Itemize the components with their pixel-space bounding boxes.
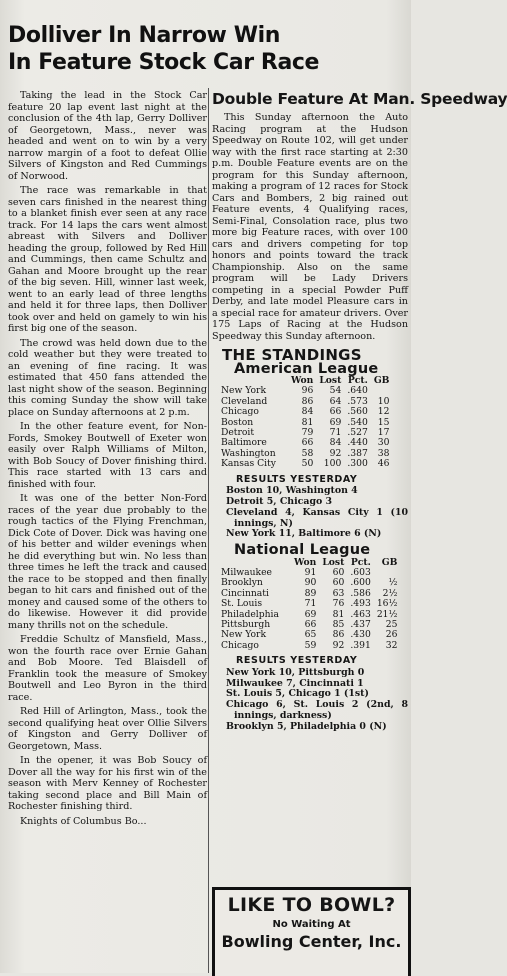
standings-cell: 85 [332,619,345,631]
standings-cell: 38 [377,447,390,459]
standings-cell: Cleveland [221,395,268,407]
standings-cell: Boston [221,416,254,428]
standings-cell: 79 [301,427,314,439]
ad-business-name: Bowling Center, Inc. [221,932,402,951]
standings-cell: 90 [304,577,317,589]
standings-title: THE STANDINGS [222,346,362,364]
standings-cell: 46 [377,458,390,470]
standings-cell: 15 [377,416,390,428]
american-league-table [218,376,392,470]
column-rule [208,88,209,973]
headline-line-1: Dolliver In Narrow Win [8,23,281,48]
standings-cell: 86 [332,629,345,641]
standings-cell: 60 [332,567,345,579]
standings-cell: .600 [350,577,371,589]
standings-cell: 59 [304,639,317,651]
standings-cell: Milwaukee [221,567,272,579]
standings-cell: ½ [388,577,398,589]
standings-row [218,641,400,651]
standings-cell: 54 [329,385,342,397]
standings-header-cell: Pct. [347,375,368,386]
standings-cell: 32 [385,639,398,651]
standings-cell: .463 [350,608,371,620]
standings-cell: Detroit [221,427,255,439]
article-paragraph: It was one of the better Non-Ford races of the year due probably to the rough tactics of the Flying Frenchman, Dick Cote of Dover. Dick was having one of his better and wilder evenings when he did everything but win. No less than three times he left the track and caused the race to be stopped and then finally began to hit cars and finished out of the money and caused some of the others to do likewise. However it did provide many thrills not on the schedule. [8,493,207,631]
standings-cell: 16½ [376,598,398,610]
standings-cell: .493 [350,598,371,610]
standings-cell: New York [221,629,267,641]
article-paragraph: In the opener, it was Bob Soucy of Dover all the way for his first win of the season with Merv Kenney of Rochester taking second place and Bill Main of Rochester finishing third. [8,755,207,812]
ad-subline: No Waiting At [272,919,351,930]
national-results [212,668,408,733]
standings-cell: .560 [347,406,368,418]
standings-cell: Philadelphia [221,608,279,620]
result-line: Milwaukee 7, Cincinnati 1 [226,677,364,689]
result-line: Cleveland 4, Kansas City 1 (10 innings, N) [226,506,408,529]
headline [8,22,403,76]
article-paragraph: Freddie Schultz of Mansfield, Mass., won the fourth race over Ernie Gahan and Bob Moore. Ted Blaisdell of Franklin took the measure of Smokey Boutwell and Leo Byron in the third race. [8,634,207,703]
standings-cell: .437 [350,619,371,631]
standings-cell: 17 [377,427,390,439]
standings-cell: 66 [301,437,314,449]
result-line: St. Louis 5, Chicago 1 (1st) [226,688,369,700]
ad-headline: LIKE TO BOWL? [227,894,396,916]
standings-cell: St. Louis [221,598,263,610]
standings-cell: .603 [350,567,371,579]
standings-cell: Kansas City [221,458,276,470]
standings-cell: 58 [301,447,314,459]
result-line: New York 11, Baltimore 6 (N) [226,528,382,540]
standings-header-cell: GB [373,375,390,386]
standings-row [218,459,392,469]
standings-cell: 91 [304,567,317,579]
standings-cell: 89 [304,587,317,599]
standings-cell: 25 [385,619,398,631]
standings-cell: 84 [329,437,342,449]
standings-cell: New York [221,385,267,397]
standings-cell: 76 [332,598,345,610]
standings-cell: 65 [304,629,317,641]
article-paragraph: Taking the lead in the Stock Car feature 20 lap event last night at the conclusion of the 4th lap, Gerry Dolliver of Georgetown, Mass., never was headed and went on to win by a very narrow margin of a foot to defeat Ollie Silvers of Kingston and Red Cummings of Norwood. [8,90,207,182]
standings-cell: .387 [347,447,368,459]
article-paragraph: Red Hill of Arlington, Mass., took the second qualifying heat over Ollie Silvers of Kingston and Gerry Dolliver of Georgetown, Mass. [8,706,207,752]
standings-cell: 21½ [376,608,398,620]
bowling-ad [212,887,411,976]
standings-cell: .540 [347,416,368,428]
american-league-title: American League [234,360,379,377]
standings-cell: Chicago [221,639,259,651]
standings-cell: 66 [304,619,317,631]
article-paragraph: The race was remarkable in that seven cars finished in the nearest thing to a blanket finish ever seen at any race track. For 14 laps the cars went almost abreast with Silvers and Dolliver heading the group, followed by Red Hill and Cummings, then came Schultz and Gahan and Moore brought up the rear of the big seven. Hill, winner last week, went to an early lead of three lengths and held it for three laps, then Dolliver took over and held on gamely to win his first big one of the season. [8,185,207,334]
standings-cell: 84 [301,406,314,418]
standings-cell: .527 [347,427,368,439]
standings-header-cell: Won [293,556,317,568]
result-line: New York 10, Pittsburgh 0 [226,666,365,678]
national-league-title: National League [234,542,371,559]
standings-cell: 100 [323,458,342,470]
article-paragraph: The crowd was held down due to the cold weather but they were treated to an evening of fine racing. It was estimated that 450 fans attended the last night show of the season. Beginning this coming Sunday the show will take place on Sunday afternoons at 2 p.m. [8,337,207,418]
standings-cell: .440 [347,437,368,449]
standings-cell: Chicago [221,406,259,418]
speedway-article: This Sunday afternoon the Auto Racing program at the Hudson Speedway on Route 102, will get under way with the first race starting at 2:30 p.m. Double Feature events are on the program for this Sunday afternoon, making a program of 12 races for Stock Cars and Bombers, 2 big rained out Feature events, 4 Qualifying races, Semi-Final, Consolation race, plus two more big Feature races, with over 100 cars and drivers competing for top honors and points toward the track Championship. Also on the same program will be Lady Drivers competing in a special Powder Puff Derby, and late model Pleasure cars in a special race for amateur drivers. Over 175 Laps of Racing at the Hudson Speedway this Sunday afternoon. [212,112,408,342]
standings-cell: 96 [301,385,314,397]
standings-cell: 69 [304,608,317,620]
standings-cell: 60 [332,577,345,589]
result-line: Chicago 6, St. Louis 2 (2nd, 8 innings, darkness) [226,699,408,721]
standings-cell: 66 [329,406,342,418]
result-line: Boston 10, Washington 4 [226,485,358,497]
american-results-title: RESULTS YESTERDAY [236,473,358,485]
standings-header-cell: Lost [319,375,342,386]
standings-cell: 71 [329,427,342,439]
standings-header-cell: Won [290,375,314,386]
standings-cell: .573 [347,395,368,407]
standings-cell: Cincinnati [221,587,269,599]
headline-line-2: In Feature Stock Car Race [8,50,320,75]
article-paragraph: Knights of Columbus Bo... [20,815,147,827]
american-results [212,486,408,540]
standings-header-cell: Lost [322,556,345,568]
standings-cell: 2½ [382,587,398,599]
standings-cell: .391 [350,639,371,651]
right-column [212,90,507,970]
standings-cell: 86 [301,395,314,407]
standings-cell: 92 [329,447,342,459]
standings-cell: Baltimore [221,437,267,449]
standings-cell: 63 [332,587,345,599]
standings-cell: Brooklyn [221,577,263,589]
standings-cell: 10 [377,395,390,407]
standings-cell: 81 [301,416,314,428]
national-league-table [218,558,400,652]
standings-cell: .300 [347,458,368,470]
standings-cell: .640 [347,385,368,397]
result-line: Brooklyn 5, Philadelphia 0 (N) [226,720,387,732]
standings-cell: 64 [329,395,342,407]
standings-cell: .430 [350,629,371,641]
standings-cell: 69 [329,416,342,428]
article-paragraph: In the other feature event, for Non-Fords, Smokey Boutwell of Exeter won easily over Ralph Williams of Milton, with Bob Soucy of Dover finishing third. This race started with 13 cars and finished with four. [8,421,207,490]
standings-cell: 12 [377,406,390,418]
national-results-title: RESULTS YESTERDAY [236,655,358,667]
standings-cell: 30 [377,437,390,449]
standings-cell: Pittsburgh [221,619,271,631]
standings-cell: 92 [332,639,345,651]
standings-cell: 50 [301,458,314,470]
standings-cell: .586 [350,587,371,599]
speedway-subhead: Double Feature At Man. Speedway [212,90,507,108]
standings-cell: 26 [385,629,398,641]
result-line: Detroit 5, Chicago 3 [226,495,333,507]
standings-cell: Washington [221,447,276,459]
standings-cell: 71 [304,598,317,610]
standings-header-cell: GB [381,556,398,568]
standings-header-cell: Pct. [350,556,371,568]
standings-cell: 81 [332,608,345,620]
stock-car-article [8,90,207,970]
